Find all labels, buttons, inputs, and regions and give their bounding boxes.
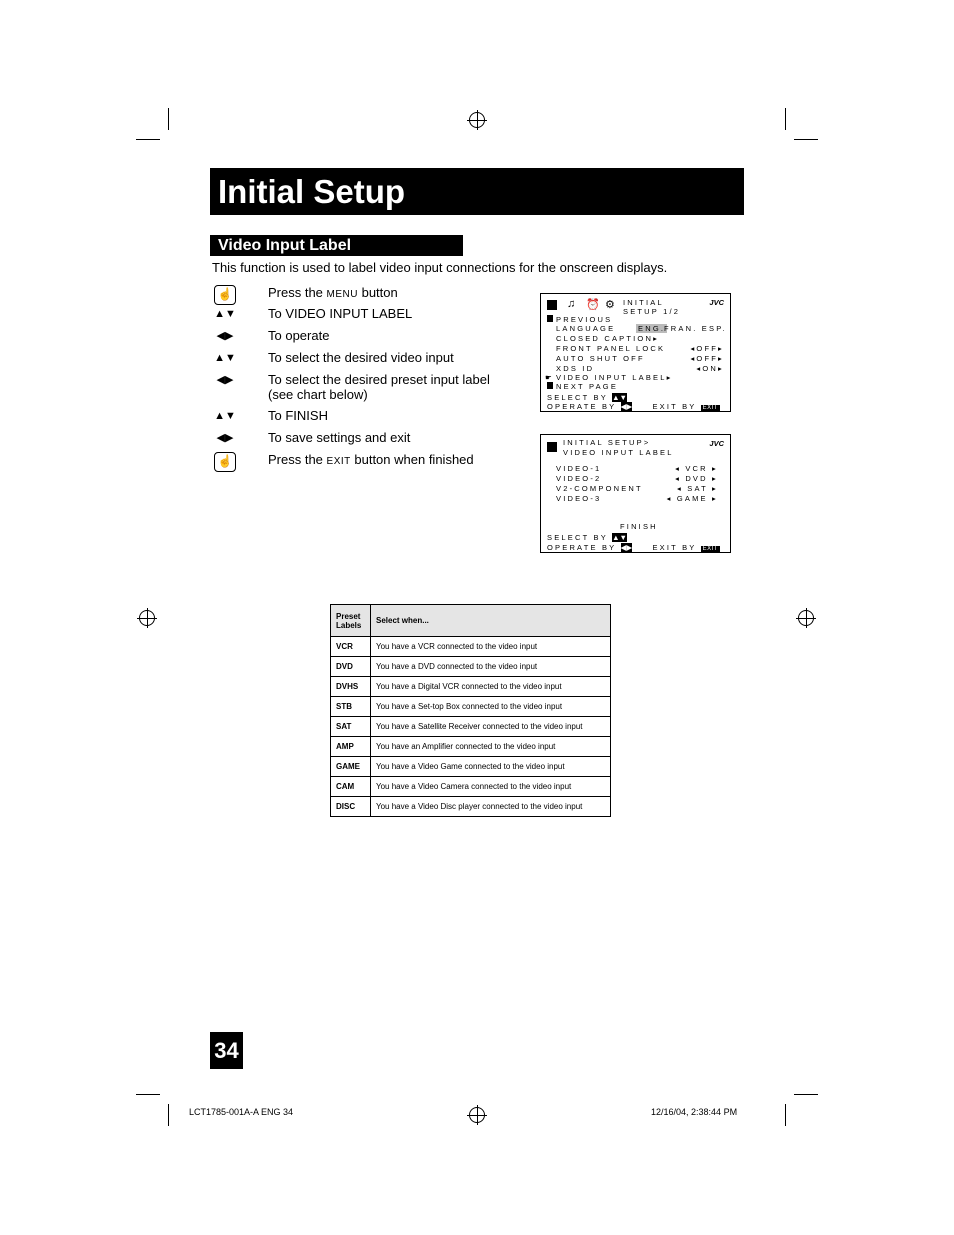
button-name: EXIT: [326, 456, 351, 467]
step-text: To FINISH: [268, 408, 328, 423]
menu-item-closed-caption: CLOSED CAPTION▸: [556, 334, 660, 343]
button-name: MENU: [326, 289, 358, 300]
auto-shut-value: ◂OFF▸: [690, 354, 724, 363]
crop-mark: [794, 139, 818, 140]
footer-right: 12/16/04, 2:38:44 PM: [651, 1107, 738, 1117]
crop-mark: [136, 1094, 160, 1095]
operate-by-hint: OPERATE BY ◀▶: [547, 402, 633, 411]
menu-item-language: LANGUAGE: [556, 324, 616, 333]
step-text: Press the EXIT button when finished: [268, 452, 474, 467]
step-text: To select the desired preset input label (see chart below): [268, 372, 490, 402]
description-cell: You have a Video Camera connected to the video input: [371, 777, 611, 797]
table-row: [331, 757, 611, 777]
select-by-hint: SELECT BY ▲▼: [547, 393, 627, 402]
input-name: V2-COMPONENT: [556, 484, 643, 493]
clock-icon: ⏰: [586, 299, 600, 311]
preset-label-cell: SAT: [331, 717, 371, 737]
step-text: To select the desired video input: [268, 350, 454, 365]
preset-labels-table: [330, 604, 611, 817]
left-arrow-icon: ◂: [666, 494, 677, 503]
left-arrow-icon: ◂: [677, 484, 688, 493]
exit-by-hint: EXIT BY EXIT: [652, 543, 718, 552]
language-other: FRAN. ESP.: [664, 324, 727, 333]
left-right-key-icon: ◀▶: [620, 543, 633, 552]
description-cell: You have a Satellite Receiver connected to the video input: [371, 717, 611, 737]
music-note-icon: ♫: [567, 298, 576, 310]
registration-mark-icon: [139, 610, 155, 626]
menu-header-line1: INITIAL SETUP>: [563, 438, 651, 447]
preset-label-cell: DVHS: [331, 677, 371, 697]
table-row: [331, 637, 611, 657]
menu-item-video-input-label: VIDEO INPUT LABEL▸: [556, 373, 673, 382]
up-arrow-icon: [547, 315, 553, 322]
remote-hand-icon: ☝: [214, 285, 236, 305]
right-arrow-icon: ▸: [707, 474, 718, 483]
input-label-value: ◂ SAT ▸: [677, 484, 718, 493]
menu-item-xds-id: XDS ID: [556, 364, 595, 373]
menu-item-next-page: NEXT PAGE: [556, 382, 619, 391]
brand-logo: JVC: [709, 439, 724, 448]
preset-label-cell: VCR: [331, 637, 371, 657]
xds-value: ◂ON▸: [696, 364, 724, 373]
crop-mark: [168, 1104, 169, 1126]
picture-icon: [547, 300, 557, 310]
preset-label-cell: STB: [331, 697, 371, 717]
registration-mark-icon: [469, 1107, 485, 1123]
brand-logo: JVC: [709, 298, 724, 307]
up-down-key-icon: ▲▼: [612, 533, 627, 542]
description-cell: You have a VCR connected to the video input: [371, 637, 611, 657]
step-text: To VIDEO INPUT LABEL: [268, 306, 413, 321]
left-arrow-icon: ◂: [675, 474, 686, 483]
input-label-value: ◂ DVD ▸: [675, 474, 718, 483]
registration-mark-icon: [469, 112, 485, 128]
exit-key-icon: EXIT: [702, 546, 718, 552]
menu-header-line1: INITIAL: [623, 298, 664, 307]
crop-mark: [136, 139, 160, 140]
front-panel-value: ◂OFF▸: [690, 344, 724, 353]
setup-icon: ⚙: [605, 299, 615, 311]
onscreen-menu-initial-setup: [540, 293, 731, 412]
up-down-key-icon: ▲▼: [612, 393, 627, 402]
column-header-select-when: Select when...: [371, 605, 611, 637]
table-row: [331, 677, 611, 697]
onscreen-menu-video-input-label: [540, 434, 731, 553]
up-down-arrows-icon: ▲▼: [214, 308, 236, 320]
language-eng: ENG.: [638, 324, 666, 333]
table-row: [331, 737, 611, 757]
left-right-arrows-icon: ◀▶: [216, 432, 234, 444]
preset-label-cell: DVD: [331, 657, 371, 677]
input-label-value: ◂ GAME ▸: [666, 494, 718, 503]
step-text: Press the MENU button: [268, 285, 398, 300]
step-text: To operate: [268, 328, 330, 343]
menu-item-previous: PREVIOUS: [556, 315, 613, 324]
menu-item-finish: FINISH: [620, 522, 658, 531]
table-row: [331, 657, 611, 677]
preset-label-cell: AMP: [331, 737, 371, 757]
page-title: Initial Setup: [210, 168, 744, 215]
preset-label-cell: GAME: [331, 757, 371, 777]
left-right-arrows-icon: ◀▶: [216, 374, 234, 386]
registration-mark-icon: [798, 610, 814, 626]
footer-left: LCT1785-001A-A ENG 34: [189, 1107, 294, 1117]
up-down-arrows-icon: ▲▼: [214, 410, 236, 422]
preset-label-cell: DISC: [331, 797, 371, 817]
crop-mark: [785, 1104, 786, 1126]
input-name: VIDEO-3: [556, 494, 602, 503]
description-cell: You have a DVD connected to the video input: [371, 657, 611, 677]
down-arrow-icon: [547, 382, 553, 389]
right-arrow-icon: ▸: [707, 484, 718, 493]
step-text: To save settings and exit: [268, 430, 411, 445]
exit-key-icon: EXIT: [702, 405, 718, 411]
description-cell: You have a Set-top Box connected to the video input: [371, 697, 611, 717]
section-title: Video Input Label: [210, 235, 463, 256]
description-cell: You have a Video Game connected to the video input: [371, 757, 611, 777]
preset-label-cell: CAM: [331, 777, 371, 797]
table-row: [331, 777, 611, 797]
right-arrow-icon: ▸: [707, 494, 718, 503]
right-arrow-icon: ▸: [707, 464, 718, 473]
remote-hand-icon: ☝: [214, 452, 236, 472]
input-name: VIDEO-1: [556, 464, 602, 473]
menu-item-front-panel-lock: FRONT PANEL LOCK: [556, 344, 666, 353]
crop-mark: [785, 108, 786, 130]
crop-mark: [794, 1094, 818, 1095]
description-cell: You have a Video Disc player connected to the video input: [371, 797, 611, 817]
menu-item-auto-shut-off: AUTO SHUT OFF: [556, 354, 645, 363]
left-right-key-icon: ◀▶: [620, 402, 633, 411]
exit-by-hint: EXIT BY EXIT: [652, 402, 718, 411]
menu-header-line2: VIDEO INPUT LABEL: [563, 448, 674, 457]
table-row: [331, 697, 611, 717]
left-arrow-icon: ◂: [675, 464, 686, 473]
menu-header-line2: SETUP 1/2: [623, 307, 681, 316]
description-cell: You have a Digital VCR connected to the video input: [371, 677, 611, 697]
input-name: VIDEO-2: [556, 474, 602, 483]
column-header-preset-labels: Preset Labels: [331, 605, 371, 637]
up-down-arrows-icon: ▲▼: [214, 352, 236, 364]
picture-icon: [547, 442, 557, 452]
page-number: 34: [210, 1032, 243, 1069]
description-cell: You have an Amplifier connected to the video input: [371, 737, 611, 757]
operate-by-hint: OPERATE BY ◀▶: [547, 543, 633, 552]
crop-mark: [168, 108, 169, 130]
left-right-arrows-icon: ◀▶: [216, 330, 234, 342]
select-by-hint: SELECT BY ▲▼: [547, 533, 627, 542]
input-label-value: ◂ VCR ▸: [675, 464, 718, 473]
table-row: [331, 717, 611, 737]
intro-text: This function is used to label video input connections for the onscreen displays.: [212, 260, 668, 275]
table-row: [331, 797, 611, 817]
cursor-hand-icon: ☛: [545, 373, 552, 382]
